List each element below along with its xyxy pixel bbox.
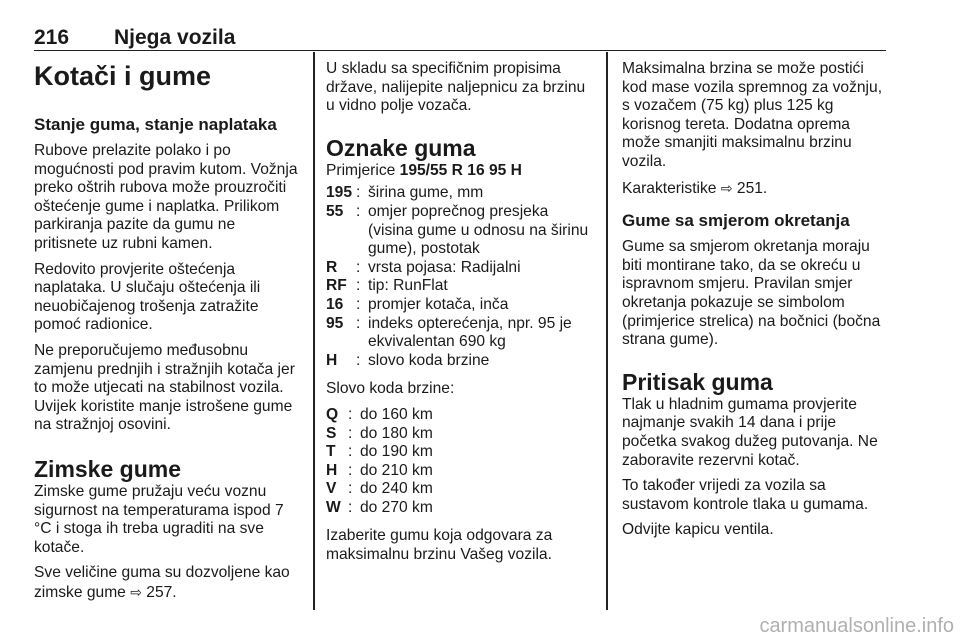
speed-value: do 180 km: [360, 424, 433, 442]
example-label: Primjerice: [326, 161, 396, 179]
page-number: 216: [34, 26, 70, 49]
code-key: R: [326, 258, 338, 276]
code-value: vrsta pojasa: Radijalni: [368, 258, 521, 276]
colon: :: [348, 480, 353, 498]
list-item: [326, 406, 596, 425]
speed-key: W: [326, 498, 341, 516]
column-3: [622, 60, 888, 547]
list-item: [326, 277, 596, 296]
speed-value: do 210 km: [360, 461, 433, 479]
paragraph: U skladu sa specifičnim propisima države, nalijepite naljepnicu za brzinu u vidno polje vozača.: [326, 60, 586, 115]
colon: :: [348, 443, 353, 461]
paragraph: Gume sa smjerom okretanja moraju biti montirane tako, da se okreću u ispravnom smjeru. Pravilan smjer okretanja pokazuje se simbolom (primjerice strelica) na bočnici (bočna strana gume).: [622, 238, 881, 349]
speed-code-list: [326, 406, 596, 518]
list-item: [326, 480, 596, 499]
list-item: [326, 296, 596, 315]
colon: :: [356, 277, 361, 295]
speed-value: do 270 km: [360, 498, 433, 516]
code-key: H: [326, 351, 338, 369]
speed-key: S: [326, 424, 337, 442]
example-line: [326, 162, 596, 181]
code-key: 195: [326, 184, 353, 202]
section-heading: Zimske gume: [34, 455, 181, 482]
paragraph-text: Karakteristike: [622, 179, 717, 197]
list-item: [326, 203, 596, 259]
colon: :: [356, 258, 361, 276]
subsection-title: Gume sa smjerom okretanja: [622, 211, 850, 231]
paragraph: Izaberite gumu koja odgovara za maksimalnu brzinu Vašeg vozila.: [326, 527, 553, 564]
colon: :: [348, 405, 353, 423]
code-value: slovo koda brzine: [368, 351, 490, 369]
speed-key: V: [326, 480, 337, 498]
colon: :: [356, 295, 361, 313]
paragraph: Ne preporučujemo međusobnu zamjenu prednjih i stražnjih kotača jer to može utjecati na stabilnost vozila. Uvijek koristite manje istrošene gume na stražnjoj osovini.: [34, 341, 295, 434]
code-value: omjer poprečnog presjeka (visina gume u odnosu na širinu gume), postotak: [368, 202, 589, 258]
tire-code-list: [326, 184, 596, 370]
section-heading: Pritisak guma: [622, 368, 773, 395]
page-header: [34, 0, 886, 51]
colon: :: [356, 202, 361, 220]
list-item: [326, 352, 596, 371]
paragraph-text: Sve veličine guma su dozvoljene kao zimske gume: [34, 564, 290, 601]
page-ref[interactable]: 251.: [736, 179, 768, 197]
list-item: [326, 259, 596, 278]
code-key: 55: [326, 202, 344, 220]
paragraph: Rubove prelazite polako i po mogućnosti pod pravim kutom. Vožnja preko oštrih rubova može prouzročiti oštećenje gume i naplatka. Prilikom parkiranja pazite da gumu ne pritisnete uz rubni kamen.: [34, 142, 298, 252]
speed-value: do 190 km: [360, 443, 433, 461]
page-ref-icon: ⇨: [720, 179, 733, 196]
speed-key: H: [326, 461, 338, 479]
column-1: [34, 60, 302, 609]
code-value: promjer kotača, inča: [368, 295, 509, 313]
paragraph: [622, 179, 888, 199]
code-value: indeks opterećenja, npr. 95 je ekvivalentan 690 kg: [368, 314, 572, 351]
page-ref-icon: ⇨: [130, 583, 142, 600]
paragraph: [34, 564, 302, 602]
list-item: [326, 499, 596, 518]
section-title: Kotači i gume: [34, 61, 212, 91]
page-ref[interactable]: 257.: [146, 583, 177, 601]
paragraph: Redovito provjerite oštećenja naplataka. U slučaju oštećenja ili neuobičajenog trošenja zatražite pomoć radionice.: [34, 260, 261, 334]
speed-key: Q: [326, 405, 339, 423]
colon: :: [348, 461, 353, 479]
list-item: [326, 443, 596, 462]
speed-key: T: [326, 443, 336, 461]
paragraph: Odvijte kapicu ventila.: [622, 521, 774, 539]
code-value: tip: RunFlat: [368, 277, 448, 295]
list-item: [326, 425, 596, 444]
code-value: širina gume, mm: [368, 184, 484, 202]
subsection-title: Stanje guma, stanje naplataka: [34, 115, 277, 134]
list-item: [326, 462, 596, 481]
paragraph: Maksimalna brzina se može postići kod mase vozila spremnog za vožnju, s vozačem (75 kg) plus 125 kg korisnog tereta. Dodatna oprema može smanjiti maksimalnu brzinu vozila.: [622, 60, 883, 170]
code-key: 16: [326, 295, 344, 313]
chapter-title: Njega vozila: [114, 26, 236, 49]
example-value: 195/55 R 16 95 H: [399, 161, 522, 179]
code-key: 95: [326, 314, 344, 332]
colon: :: [348, 498, 353, 516]
speed-value: do 160 km: [360, 405, 433, 423]
paragraph: Tlak u hladnim gumama provjerite najmanje svakih 14 dana i prije početka svakog dužeg putovanja. Ne zaboravite rezervni kotač.: [622, 395, 878, 469]
paragraph: To također vrijedi za vozila sa sustavom kontrole tlaka u gumama.: [622, 477, 869, 513]
colon: :: [356, 314, 361, 332]
section-heading: Oznake guma: [326, 134, 476, 161]
list-item: [326, 315, 596, 352]
code-key: RF: [326, 277, 347, 295]
list-item: [326, 184, 596, 203]
speed-value: do 240 km: [360, 480, 433, 498]
paragraph: Zimske gume pružaju veću voznu sigurnost na temperaturama ispod 7 °C i stoga ih treba ugraditi na sve kotače.: [34, 482, 284, 556]
column-2: [326, 60, 596, 572]
colon: :: [348, 424, 353, 442]
watermark: carmanualsonline.info: [759, 615, 954, 637]
paragraph: Slovo koda brzine:: [326, 380, 455, 398]
column-divider: [606, 52, 608, 610]
colon: :: [356, 184, 361, 202]
column-divider: [313, 52, 315, 610]
colon: :: [356, 351, 361, 369]
